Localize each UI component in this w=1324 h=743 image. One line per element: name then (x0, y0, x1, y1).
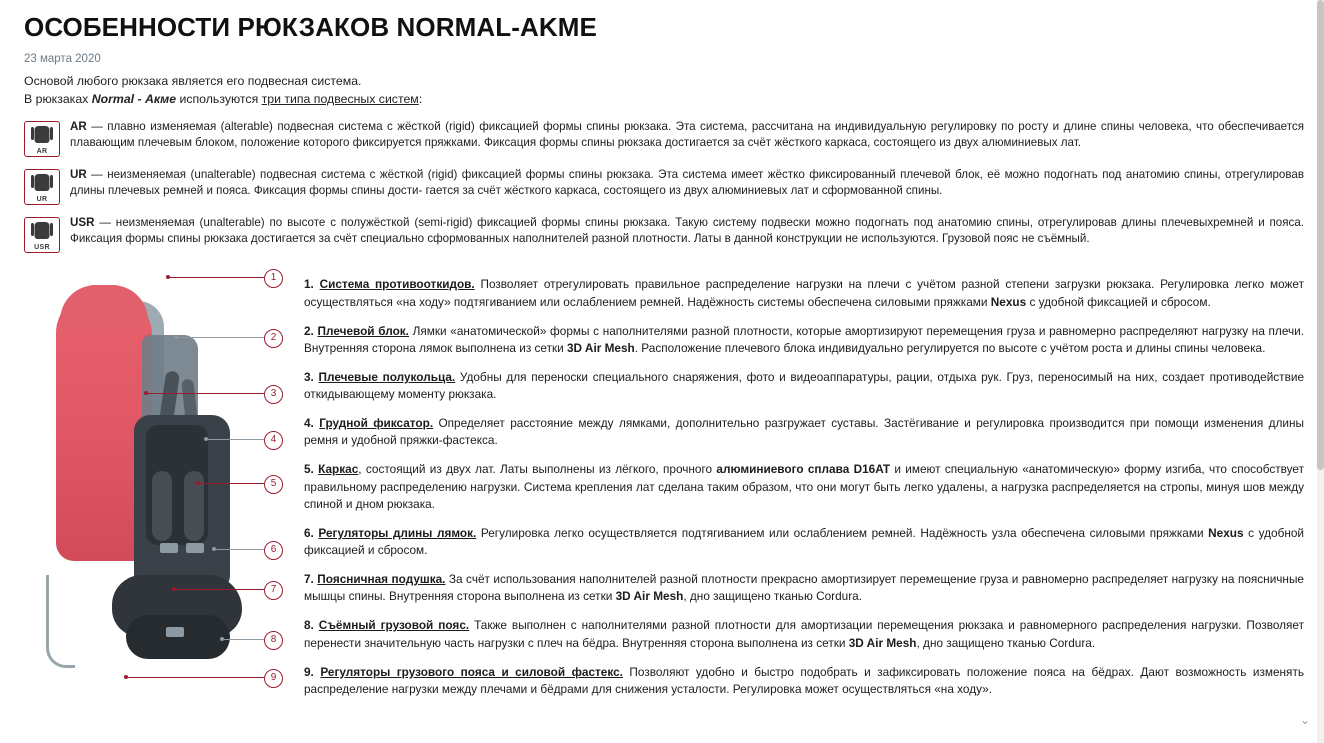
callout-marker-3: 3 (264, 385, 283, 404)
feature-tail-2: . Расположение плечевого блока индивидуально регулируется по высоте с учётом роста и длины спины человека. (634, 340, 1266, 355)
feature-lead-9: Регуляторы грузового пояса и силовой фастекс. (320, 664, 623, 679)
scrollbar-thumb[interactable] (1317, 0, 1324, 470)
callout-leader-5 (198, 483, 264, 484)
callout-anchor-6 (212, 547, 216, 551)
system-description-ar (70, 119, 1304, 152)
feature-number-9: 9. (304, 664, 321, 679)
backpack-icon (24, 217, 60, 253)
system-label-ur: UR (70, 167, 87, 181)
backpack-icon (24, 169, 60, 205)
system-item-ar (24, 119, 1304, 157)
feature-lead-8: Съёмный грузовой пояс. (318, 618, 470, 633)
system-item-usr (24, 215, 1304, 253)
feature-item-2 (304, 323, 1304, 357)
feature-lead-7: Поясничная подушка. (317, 572, 446, 587)
intro-prefix: В рюкзаках (24, 91, 92, 106)
callout-marker-5: 5 (264, 475, 283, 494)
feature-number-7: 7. (304, 572, 318, 587)
callout-marker-9: 9 (264, 669, 283, 688)
intro-suffix: : (418, 91, 423, 106)
feature-lead-4: Грудной фиксатор. (319, 416, 434, 431)
feature-text-3: Удобны для переноски специального снаряжения, фото и видеоаппаратуры, рации, отдыха рук. Груз, переносимый на них, создает противодействие откидывающему моменту рюкзака. (304, 369, 1305, 402)
system-text-ur: — неизменяемая (unalterable) подвесная система с жёсткой (rigid) фиксацией формы спины рюкзака. Эта система имеет жёстко фиксированный плечевой блок, её можно подогнать под анатомию спины, отрегулировав длины плечевых ремней и пояса. Фиксация формы спины дости- гается за счёт жёсткого каркаса, состоящего из двух алюминиевых лат и сформованной спины. (70, 167, 1304, 198)
feature-item-6 (304, 525, 1304, 559)
intro-line-2 (24, 91, 1304, 109)
feature-text-4: Определяет расстояние между лямками, дополнительно разгружает суставы. Застёгивание и регулировка производится при помощи изменения длины ремня и удобной пряжки-фастекса. (304, 416, 1304, 448)
feature-bold-1: Nexus (990, 294, 1027, 309)
feature-text-2: Лямки «анатомической» формы с наполнителями разной плотности, которые амортизируют перемещения груза и равномерно распределяют нагрузку на плечи. Внутренняя сторона лямок выполнена из сетки (304, 323, 1305, 355)
feature-number-4: 4. (304, 416, 320, 431)
features-list (294, 265, 1304, 710)
feature-item-4 (304, 415, 1304, 449)
feature-item-1 (304, 276, 1304, 310)
feature-number-6: 6. (304, 525, 319, 540)
content-body (24, 265, 1304, 710)
feature-bold-5: алюминиевого сплава D16AT (716, 462, 891, 477)
backpack-icon (24, 121, 60, 157)
feature-tail-1: с удобной фиксацией и сбросом. (1026, 294, 1211, 309)
system-item-ur (24, 167, 1304, 205)
feature-text-5: , состоящий из двух лат. Латы выполнены из лёгкого, прочного (358, 462, 717, 477)
brand-name: Normal - Акме (91, 91, 177, 106)
callout-leader-6 (214, 549, 264, 550)
system-text-ar: — плавно изменяемая (alterable) подвесная система с жёсткой (rigid) фиксацией формы спины рюкзака. Эта система, рассчитана на индивидуальную регулировку по росту и длине спины человека, что обеспечивается плавающим плечевым блоком, положение которого фиксируется пряжками. Фиксация формы спины рюкзака достигается за счёт жёсткого каркаса, состоящего из двух алюминиевых лат. (70, 119, 1304, 150)
feature-lead-6: Регуляторы длины лямок. (318, 525, 477, 540)
feature-lead-1: Система противооткидов. (319, 277, 475, 292)
feature-bold-6: Nexus (1208, 525, 1244, 540)
system-label-usr: USR (70, 215, 95, 229)
callout-anchor-4 (204, 437, 208, 441)
feature-lead-3: Плечевые полукольца. (318, 369, 456, 384)
feature-text-6: Регулировка легко осуществляется подтягиванием или ослаблением ремней. Надёжность узла обеспечена силовыми пряжками (476, 525, 1209, 540)
feature-number-2: 2. (304, 323, 318, 338)
system-text-usr: — неизменяемая (unalterable) по высоте с полужёсткой (semi-rigid) фиксацией формы спины рюкзака. Такую систему подвески можно подогнать под анатомию спины, отрегулировав длины плечевыхремней и пояса. Фиксация формы спины рюкзака достигается за счёт специально сформованных наполнителей разной плотности. Латы в данной конструкции не используются. Грузовой пояс не съёмный. (70, 215, 1304, 246)
feature-number-5: 5. (304, 462, 319, 477)
callout-marker-6: 6 (264, 541, 283, 560)
callout-leader-1 (168, 277, 264, 278)
feature-bold-7: 3D Air Mesh (615, 589, 684, 604)
callout-leader-4 (206, 439, 264, 440)
backpack-illustration (34, 275, 249, 705)
system-description-usr (70, 215, 1304, 248)
callout-marker-7: 7 (264, 581, 283, 600)
feature-number-8: 8. (304, 618, 319, 633)
system-description-ur (70, 167, 1304, 200)
feature-tail-7: , дно защищено тканью Cordura. (683, 589, 862, 604)
callout-leader-8 (222, 639, 264, 640)
callout-anchor-5 (196, 481, 200, 485)
feature-text-8: Также выполнен с наполнителями разной плотности для амортизации перемещения рюкзака и равномерного распределения нагрузки. Позволяет перенести значительную часть нагрузки с плеч на бёдра. Внутренняя сторона выполнена из сетки (304, 618, 1305, 650)
callout-anchor-7 (172, 587, 176, 591)
callout-marker-4: 4 (264, 431, 283, 450)
callout-anchor-3 (144, 391, 148, 395)
vertical-scrollbar[interactable] (1317, 0, 1324, 743)
suspension-systems-list (24, 119, 1304, 253)
feature-bold-2: 3D Air Mesh (567, 340, 635, 355)
intro-mid: используются (176, 91, 262, 106)
feature-tail-6: с удобной фиксацией и сбросом. (304, 525, 1304, 558)
chevron-down-icon: ⌄ (1299, 713, 1310, 727)
callout-leader-7 (174, 589, 264, 590)
callout-anchor-9 (124, 675, 128, 679)
feature-bold-8: 3D Air Mesh (848, 635, 917, 650)
feature-item-8 (304, 617, 1304, 651)
callout-marker-8: 8 (264, 631, 283, 650)
callout-leader-2 (176, 337, 264, 338)
badge-code-label: UR (36, 195, 48, 203)
feature-text-1: Позволяет отрегулировать правильное распределение нагрузки на плечи с учётом разной степени загрузки рюкзака. Регулировка легко может осуществляться «на ходу» подтягиванием или ослаблением ремней. Надёжность системы обеспечена силовыми пряжками (304, 277, 1304, 309)
feature-item-3 (304, 369, 1304, 403)
intro-underlined: три типа подвесных систем (261, 91, 419, 106)
callout-leader-9 (126, 677, 264, 678)
system-label-ar: AR (70, 119, 87, 133)
feature-tail-8: , дно защищено тканью Cordura. (916, 635, 1096, 650)
badge-code-label: AR (36, 147, 48, 155)
intro-line-1: Основой любого рюкзака является его подвесная система. (24, 74, 362, 88)
feature-text-9: Позволяют удобно и быстро подобрать и зафиксировать положение пояса на бёдрах. Дают возможность изменять распределение нагрузки между плечами и бёдрами для снижения усталости. Регулировка может осуществляться «на ходу». (304, 664, 1304, 696)
feature-number-3: 3. (304, 369, 319, 384)
feature-number-1: 1. (304, 277, 320, 292)
feature-item-5 (304, 461, 1304, 513)
page-title: ОСОБЕННОСТИ РЮКЗАКОВ NORMAL-AKME (24, 12, 597, 42)
badge-code-label: USR (34, 243, 50, 251)
callout-anchor-8 (220, 637, 224, 641)
callout-marker-2: 2 (264, 329, 283, 348)
callout-leader-3 (146, 393, 264, 394)
feature-item-7 (304, 571, 1304, 605)
feature-item-9 (304, 664, 1304, 698)
callout-anchor-1 (166, 275, 170, 279)
feature-lead-5: Каркас (318, 462, 359, 477)
callout-marker-1: 1 (264, 269, 283, 288)
callout-anchor-2 (174, 335, 178, 339)
backpack-figure (24, 265, 294, 710)
publish-date: 23 марта 2020 (24, 53, 101, 65)
feature-lead-2: Плечевой блок. (317, 323, 409, 338)
feature-tail-5: и имеют специальную «анатомическую» форму изгиба, что способствует правильному распределению нагрузки. Система крепления лат сделана таким образом, что они могут быть легко удалены, а нагрузка распределяется на стропы, минуя шов между спиной и дном рюкзака. (304, 462, 1305, 511)
feature-text-7: За счёт использования наполнителей разной плотности прекрасно амортизирует перемещение груза и равномерно распределяет нагрузку на поясничные мышцы спины. Внутренняя сторона выполнена из сетки (304, 572, 1304, 604)
